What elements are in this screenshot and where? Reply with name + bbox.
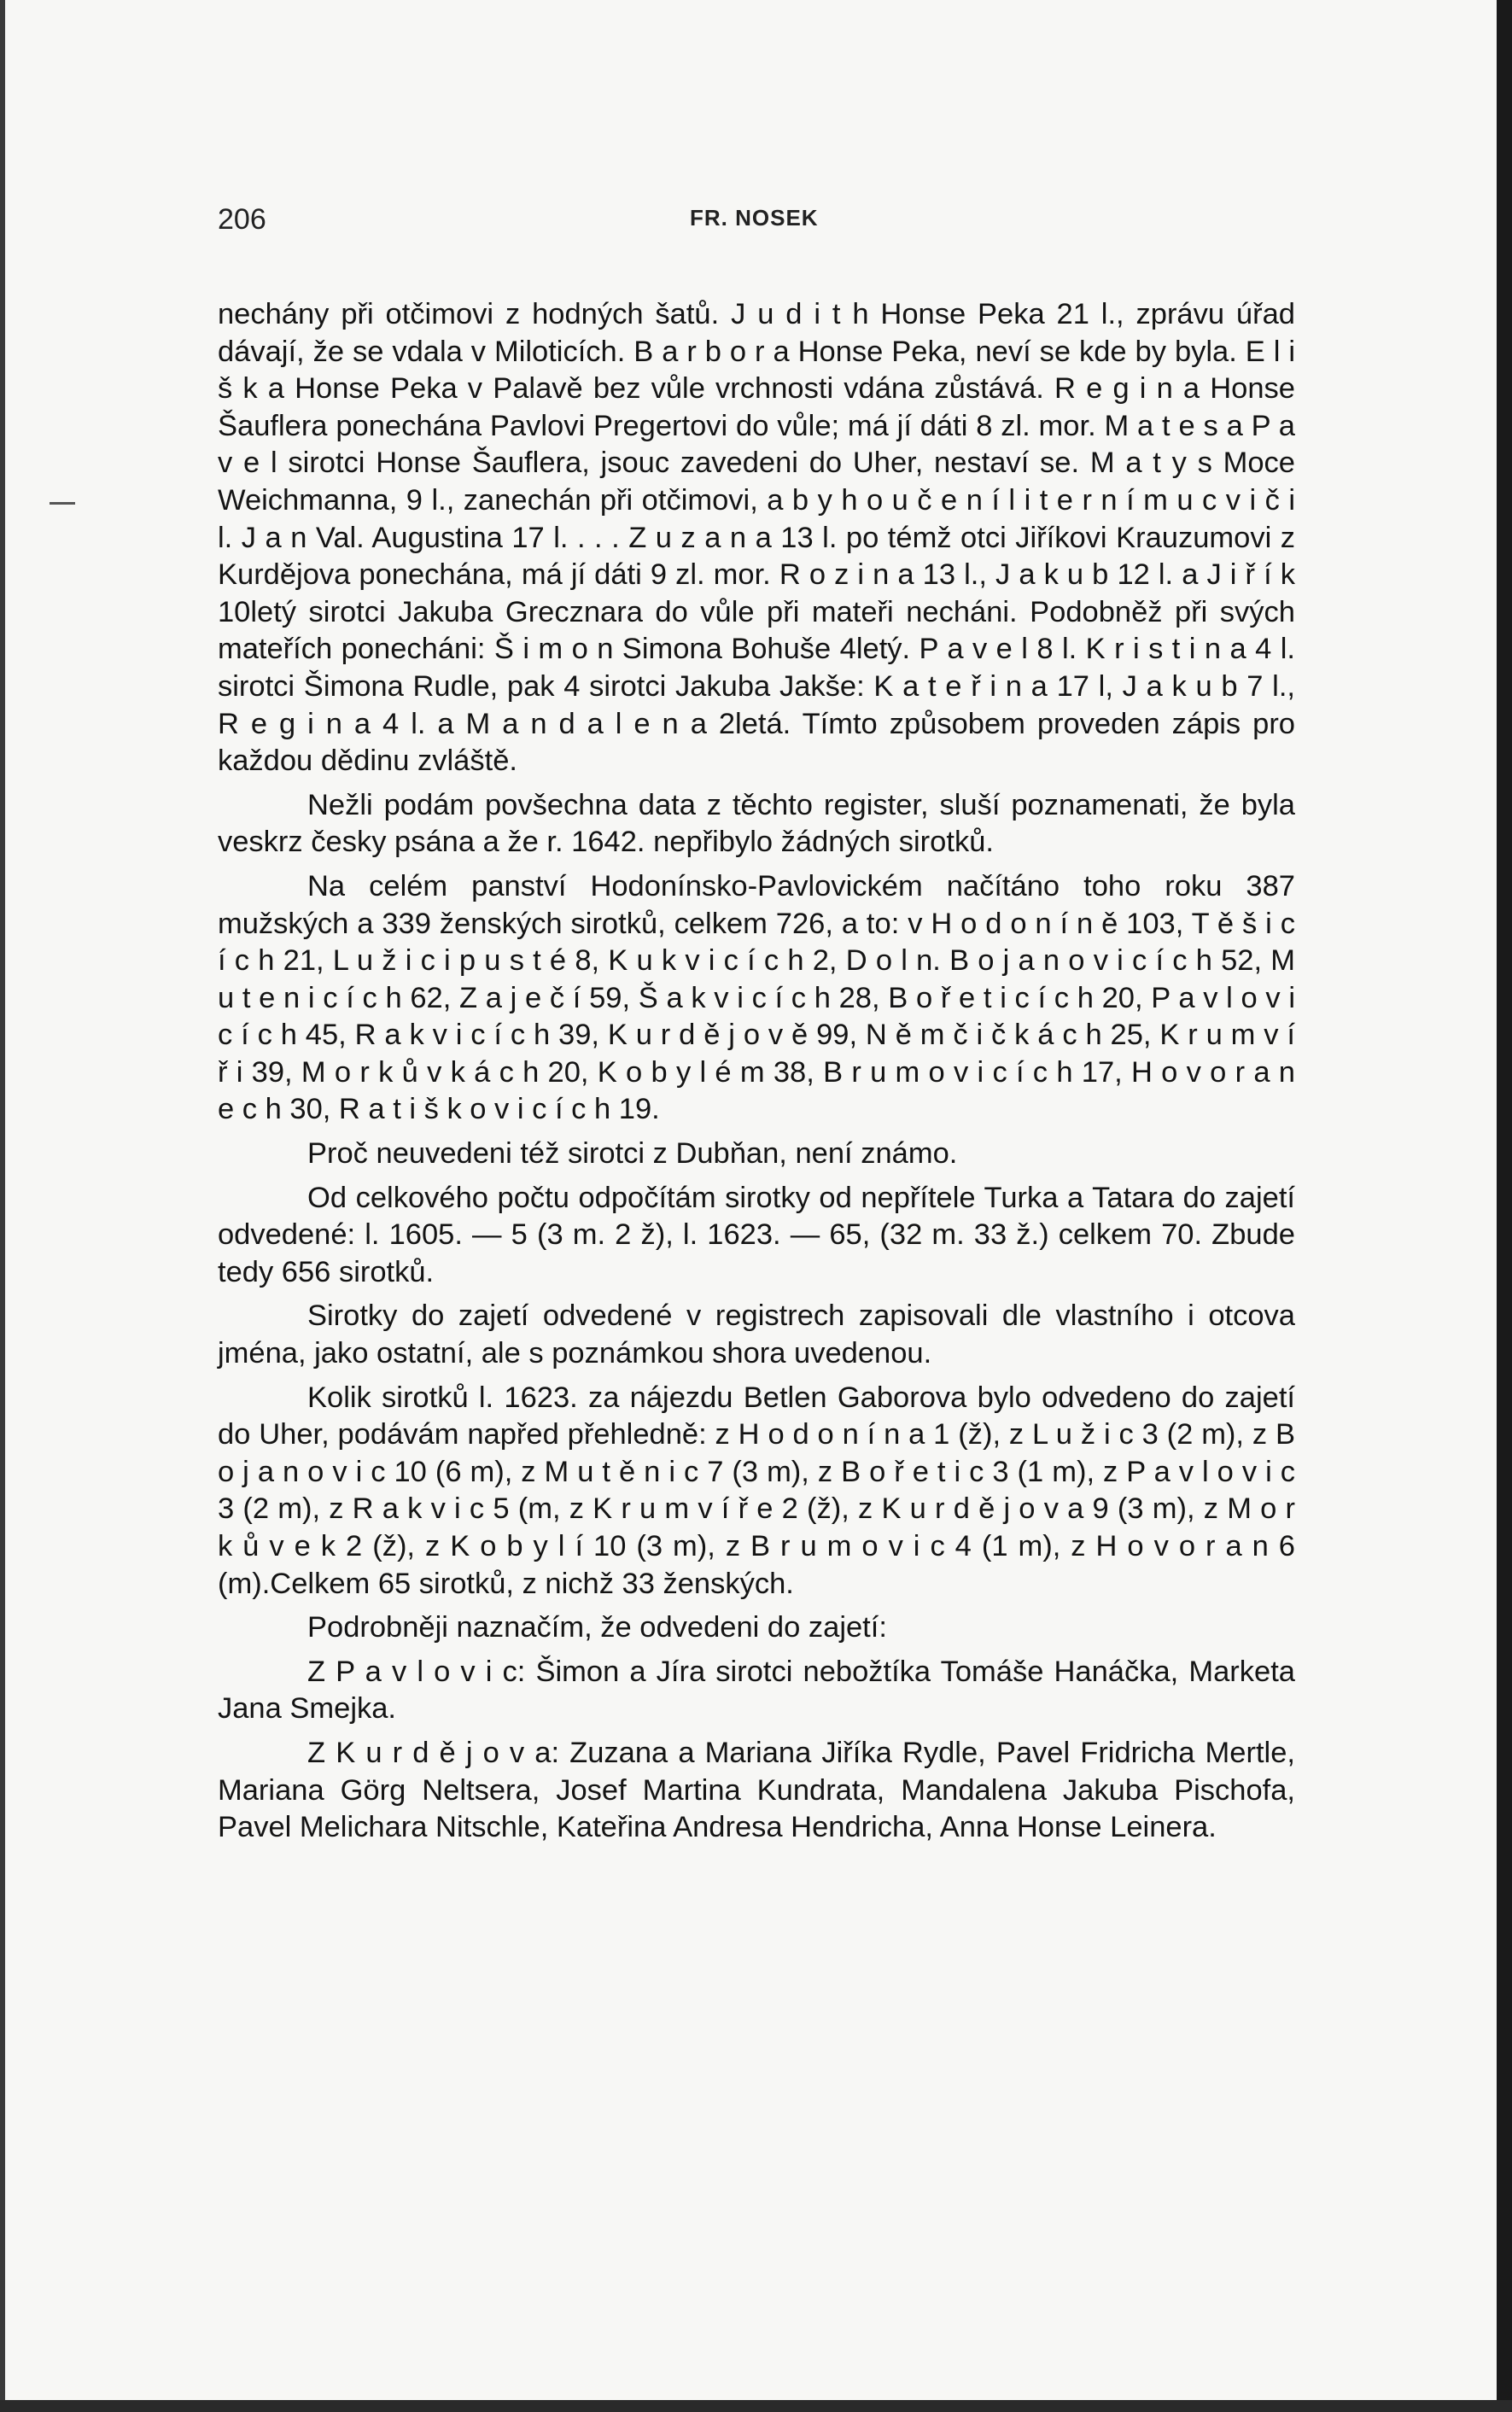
paragraph-8: Podrobněji naznačím, že odvedeni do zajetí:	[307, 1611, 887, 1644]
paragraph-7: Kolik sirotků l. 1623. za nájezdu Betlen Gaborova bylo odvedeno do zajetí do Uher, podávám napřed přehledně: z H o d o n í n a 1 (ž), z L u ž i c 3 (2 m), z B o j a n o v i c 10 (6 m), z M u t ě n i c 7 (3 m), z B o ř e t i c 3 (1 m), z P a v l o v i c 3 (2 m), z R a k v i c 5 (m, z K r u m v í ř e 2 (ž), z K u r d ě j o v a 9 (3 m), z M o r k ů v e k 2 (ž), z K o b y l í 10 (3 m), z B r u m o v i c 4 (1 m), z H o v o r a n 6 (m).Celkem 65 sirotků, z nichž 33 ženských.	[218, 1381, 1295, 1600]
scan-left-edge	[0, 0, 5, 2412]
scan-right-edge	[1497, 0, 1512, 2412]
running-head: FR. NOSEK	[690, 205, 819, 231]
margin-mark	[50, 502, 75, 505]
paragraph-10: Z K u r d ě j o v a: Zuzana a Mariana Jiříka Rydle, Pavel Fridricha Mertle, Mariana Görg Neltsera, Josef Martina Kundrata, Mandalena Jakuba Pischofa, Pavel Melichara Nitschle, Kateřina Andresa Hendricha, Anna Honse Leinera.	[218, 1736, 1295, 1844]
paragraph-3: Na celém panství Hodonínsko-Pavlovickém načítáno toho roku 387 mužských a 339 ženských sirotků, celkem 726, a to: v H o d o n í n ě 103, T ě š i c í c h 21, L u ž i c i p u s t é 8, K u k v i c í c h 2, D o l n. B o j a n o v i c í c h 52, M u t e n i c í c h 62, Z a j e č í 59, Š a k v i c í c h 28, B o ř e t i c í c h 20, P a v l o v i c í c h 45, R a k v i c í c h 39, K u r d ě j o v ě 99, N ě m č i č k á c h 25, K r u m v í ř i 39, M o r k ů v k á c h 20, K o b y l é m 38, B r u m o v i c í c h 17, H o v o r a n e c h 30, R a t i š k o v i c í c h 19.	[218, 869, 1295, 1126]
body-text	[218, 296, 1295, 1854]
paragraph-5: Od celkového počtu odpočítám sirotky od nepřítele Turka a Tatara do zajetí odvedené: l. 1605. — 5 (3 m. 2 ž), l. 1623. — 65, (32 m. 33 ž.) celkem 70. Zbude tedy 656 sirotků.	[218, 1181, 1295, 1288]
scan-bottom-edge	[0, 2400, 1512, 2412]
paragraph-9: Z P a v l o v i c: Šimon a Jíra sirotci nebožtíka Tomáše Hanáčka, Marketa Jana Smejka.	[218, 1655, 1295, 1726]
paragraph-4: Proč neuvedeni též sirotci z Dubňan, není známo.	[307, 1137, 958, 1171]
paragraph-6: Sirotky do zajetí odvedené v registrech zapisovali dle vlastního i otcova jména, jako ostatní, ale s poznámkou shora uvedenou.	[218, 1299, 1295, 1370]
paragraph-1: nechány při otčimovi z hodných šatů. J u d i t h Honse Peka 21 l., zprávu úřad dávají, že se vdala v Miloticích. B a r b o r a Honse Peka, neví se kde by byla. E l i š k a Honse Peka v Palavě bez vůle vrchnosti vdána zůstává. R e g i n a Honse Šauflera ponechána Pavlovi Pregertovi do vůle; má jí dáti 8 zl. mor. M a t e s a P a v e l sirotci Honse Šauflera, jsouc zavedeni do Uher, nestaví se. M a t y s Moce Weichmanna, 9 l., zanechán při otčimovi, a b y h o u č e n í l i t e r n í m u c v i č i l. J a n Val. Augustina 17 l. . . . Z u z a n a 13 l. po témž otci Jiříkovi Krauzumovi z Kurdějova ponechána, má jí dáti 9 zl. mor. R o z i n a 13 l., J a k u b 12 l. a J i ř í k 10letý sirotci Jakuba Grecznara do vůle při mateři necháni. Podobněž při svých mateřích ponecháni: Š i m o n Simona Bohuše 4letý. P a v e l 8 l. K r i s t i n a 4 l. sirotci Šimona Rudle, pak 4 sirotci Jakuba Jakše: K a t e ř i n a 17 l, J a k u b 7 l., R e g i n a 4 l. a M a n d a l e n a 2letá. Tímto způsobem proveden zápis pro každou dědinu zvláště.	[218, 298, 1295, 778]
paragraph-2: Nežli podám povšechna data z těchto register, sluší poznamenati, že byla veskrz česky psána a že r. 1642. nepřibylo žádných sirotků.	[218, 788, 1295, 859]
page-number: 206	[218, 203, 266, 236]
page-header	[218, 203, 1311, 246]
